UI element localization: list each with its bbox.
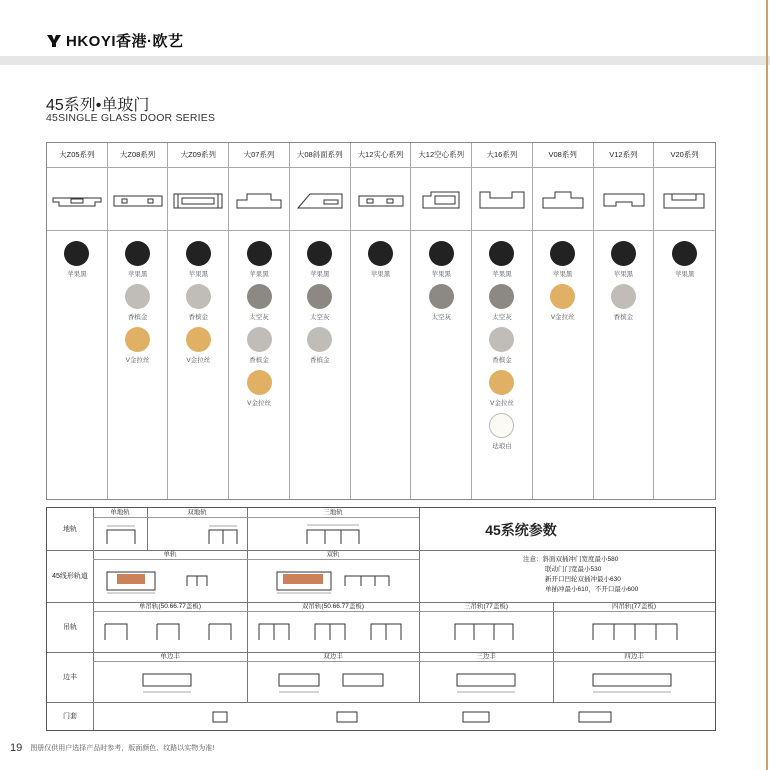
color-option	[489, 370, 514, 413]
series-column	[472, 143, 533, 499]
note-line: 新开口凹轮双插冲最小630	[545, 576, 621, 583]
page-number: 19	[10, 742, 23, 754]
color-option	[125, 284, 150, 327]
door-frame-profiles-icon	[207, 708, 667, 726]
cell-title: 双吊轨(50.66.77盖板)	[247, 602, 419, 612]
series-name: V20系列	[654, 143, 715, 168]
series-name: 大Z08系列	[108, 143, 168, 168]
row-label: 门套	[47, 702, 94, 730]
color-options	[533, 231, 593, 327]
params-title: 45系统参数	[485, 522, 557, 538]
series-profile	[654, 168, 715, 231]
color-option	[550, 241, 575, 284]
color-options	[108, 231, 168, 370]
color-label: 苹果黑	[249, 271, 269, 278]
color-option	[489, 284, 514, 327]
color-options	[290, 231, 350, 370]
cell-title: 三吊轨(77盖板)	[419, 602, 553, 612]
color-swatch	[489, 284, 514, 309]
cell-title: 单边丰	[93, 652, 247, 662]
cell-title: 双轨	[247, 550, 419, 560]
cell-title: 三地轨	[247, 508, 419, 518]
series-name: 大12空心系列	[411, 143, 471, 168]
series-profile	[47, 168, 107, 231]
row-label: 吊轨	[47, 602, 94, 652]
cell-title: 单地轨	[93, 508, 147, 518]
series-profile	[472, 168, 532, 231]
cell-single-hang	[93, 602, 248, 652]
color-swatch	[125, 327, 150, 352]
color-swatch	[489, 327, 514, 352]
color-swatch	[672, 241, 697, 266]
color-option	[429, 241, 454, 284]
cell-quad-hang	[553, 602, 715, 652]
cell-single-edge	[93, 652, 248, 702]
color-option	[672, 241, 697, 284]
quad-edge-profile-icon	[589, 666, 679, 696]
cell-title: 四吊轨(77盖板)	[553, 602, 715, 612]
cell-double-rail	[247, 550, 420, 602]
row-label: 边丰	[47, 652, 94, 702]
cell-title: 三边丰	[419, 652, 553, 662]
color-swatch	[307, 327, 332, 352]
series-profile	[411, 168, 471, 231]
series-profile	[229, 168, 289, 231]
page-header	[0, 0, 770, 56]
color-option	[611, 284, 636, 327]
single-hang-profile-icon	[99, 616, 243, 646]
profile-section-icon	[51, 186, 103, 212]
color-option	[307, 284, 332, 327]
cell-title: 双边丰	[247, 652, 419, 662]
color-swatch	[489, 241, 514, 266]
color-swatch	[550, 284, 575, 309]
note-line: 注意：斜面双插冲门宽度最小580	[523, 556, 619, 563]
color-swatch	[247, 241, 272, 266]
color-label: 太空灰	[431, 314, 451, 321]
page-subtitle: 45SINGLE GLASS DOOR SERIES	[46, 112, 216, 124]
cell-double-ground	[147, 508, 248, 550]
single-edge-profile-icon	[133, 666, 203, 696]
double-ground-profile-icon	[203, 522, 243, 546]
color-label: V金拉丝	[490, 400, 514, 407]
color-option	[550, 284, 575, 327]
profile-section-icon	[476, 186, 528, 212]
color-label: 苹果黑	[67, 271, 87, 278]
color-option	[429, 284, 454, 327]
single-rail-profile-icon	[103, 564, 233, 596]
color-options	[594, 231, 654, 327]
series-column	[229, 143, 290, 499]
series-name: 大16系列	[472, 143, 532, 168]
double-edge-profile-icon	[273, 666, 403, 696]
cell-quad-edge	[553, 652, 715, 702]
cell-double-hang	[247, 602, 420, 652]
profile-section-icon	[415, 186, 467, 212]
color-option	[64, 241, 89, 284]
color-label: 苹果黑	[310, 271, 330, 278]
color-label: V金拉丝	[247, 400, 271, 407]
row-label: 地轨	[47, 508, 94, 550]
series-profile	[108, 168, 168, 231]
profile-section-icon	[233, 186, 285, 212]
footer-disclaimer: 图册仅供用户选择产品时参考，版面颜色、纹路以实物为准!	[30, 745, 215, 752]
series-name: 大Z09系列	[168, 143, 228, 168]
color-options	[229, 231, 289, 413]
color-label: 香槟金	[613, 314, 634, 321]
double-rail-profile-icon	[273, 564, 403, 596]
color-swatch	[611, 241, 636, 266]
color-swatch	[125, 241, 150, 266]
color-swatch	[186, 284, 211, 309]
color-option	[611, 241, 636, 284]
color-label: 香槟金	[127, 314, 148, 321]
color-options	[654, 231, 715, 284]
color-options	[351, 231, 411, 284]
profile-section-icon	[112, 186, 164, 212]
profile-section-icon	[537, 186, 589, 212]
color-option	[489, 241, 514, 284]
color-options	[472, 231, 532, 456]
color-option	[368, 241, 393, 284]
series-name: 大08斜面系列	[290, 143, 350, 168]
color-swatch	[247, 327, 272, 352]
row-edge-frame	[47, 652, 715, 703]
series-column	[108, 143, 169, 499]
triple-hang-profile-icon	[451, 616, 521, 646]
series-column	[594, 143, 655, 499]
note-line: 单插冲最小610，不开口最小600	[545, 586, 639, 593]
color-label: 香槟金	[249, 357, 269, 364]
series-profile	[351, 168, 411, 231]
cell-title: 四边丰	[553, 652, 715, 662]
color-option	[125, 241, 150, 284]
color-option	[247, 327, 272, 370]
color-option	[125, 327, 150, 370]
params-table	[46, 507, 716, 731]
color-label: 珐琅白	[492, 443, 512, 450]
cell-triple-edge	[419, 652, 554, 702]
color-label: 苹果黑	[370, 271, 391, 278]
color-label: 香槟金	[310, 357, 330, 364]
color-swatch	[429, 284, 454, 309]
cell-title: 单吊轨(50.66.77盖板)	[93, 602, 247, 612]
series-name: 大07系列	[229, 143, 289, 168]
series-name: 大12实心系列	[351, 143, 411, 168]
color-swatch	[247, 284, 272, 309]
profile-section-icon	[658, 186, 710, 212]
color-label: 香槟金	[492, 357, 512, 364]
color-label: V金拉丝	[550, 314, 575, 321]
brand-name: HKOYI香港·欧艺	[66, 33, 184, 50]
color-swatch	[307, 241, 332, 266]
color-option	[307, 241, 332, 284]
color-label: 太空灰	[492, 314, 512, 321]
series-column	[168, 143, 229, 499]
row-door-frame	[47, 702, 715, 730]
single-ground-profile-icon	[101, 522, 141, 546]
cell-single-ground	[93, 508, 148, 550]
profile-section-icon	[294, 186, 346, 212]
edge-line	[766, 0, 768, 770]
color-label: 太空灰	[249, 314, 269, 321]
color-option	[307, 327, 332, 370]
header-band	[0, 56, 770, 65]
color-option	[247, 284, 272, 327]
color-option	[247, 241, 272, 284]
cell-double-edge	[247, 652, 420, 702]
color-swatch	[611, 284, 636, 309]
double-hang-profile-icon	[253, 616, 413, 646]
note-line: 联动门门宽最小530	[545, 566, 602, 573]
brand-logo	[46, 30, 184, 51]
color-label: 苹果黑	[127, 271, 148, 278]
color-option	[186, 284, 211, 327]
series-column	[411, 143, 472, 499]
row-ground-rail	[47, 508, 715, 551]
color-swatch	[489, 413, 514, 438]
color-label: 苹果黑	[552, 271, 573, 278]
series-name: 大Z05系列	[47, 143, 107, 168]
row-label: 45线形轨道	[47, 550, 94, 602]
color-label: 苹果黑	[613, 271, 634, 278]
profile-section-icon	[172, 186, 224, 212]
color-swatch	[489, 370, 514, 395]
series-name: V08系列	[533, 143, 593, 168]
color-label: V金拉丝	[186, 357, 211, 364]
color-swatch	[125, 284, 150, 309]
series-profile	[533, 168, 593, 231]
color-option	[247, 370, 272, 413]
params-notes	[523, 555, 638, 595]
row-hanging-rail	[47, 602, 715, 653]
color-swatch	[186, 327, 211, 352]
profile-section-icon	[355, 186, 407, 212]
series-column	[351, 143, 412, 499]
color-option	[489, 413, 514, 456]
series-profile	[168, 168, 228, 231]
series-column	[533, 143, 594, 499]
color-swatch	[550, 241, 575, 266]
color-options	[47, 231, 107, 284]
color-option	[489, 327, 514, 370]
color-label: V金拉丝	[125, 357, 150, 364]
color-option	[186, 241, 211, 284]
series-name: V12系列	[594, 143, 654, 168]
series-column	[47, 143, 108, 499]
triple-edge-profile-icon	[453, 666, 523, 696]
color-option	[186, 327, 211, 370]
series-table	[46, 142, 716, 500]
color-label: 苹果黑	[431, 271, 451, 278]
triple-ground-profile-icon	[301, 520, 365, 546]
color-label: 苹果黑	[188, 271, 209, 278]
color-swatch	[247, 370, 272, 395]
cell-title: 双地轨	[147, 508, 247, 518]
color-label: 苹果黑	[674, 271, 695, 278]
cell-single-rail	[93, 550, 248, 602]
color-swatch	[186, 241, 211, 266]
color-label: 太空灰	[310, 314, 330, 321]
page-footer	[10, 742, 214, 754]
color-label: 苹果黑	[492, 271, 512, 278]
series-column	[654, 143, 715, 499]
page-title: 45系列•单玻门	[46, 97, 150, 114]
series-profile	[290, 168, 350, 231]
color-options	[411, 231, 471, 327]
color-options	[168, 231, 228, 370]
row-magnetic-rail	[47, 550, 715, 603]
color-swatch	[307, 284, 332, 309]
color-swatch	[64, 241, 89, 266]
quad-hang-profile-icon	[589, 616, 685, 646]
series-profile	[594, 168, 654, 231]
color-label: 香槟金	[188, 314, 209, 321]
cell-triple-hang	[419, 602, 554, 652]
color-swatch	[429, 241, 454, 266]
profile-section-icon	[598, 186, 650, 212]
cell-title: 单轨	[93, 550, 247, 560]
color-swatch	[368, 241, 393, 266]
brand-mark-icon	[46, 34, 62, 48]
series-column	[290, 143, 351, 499]
